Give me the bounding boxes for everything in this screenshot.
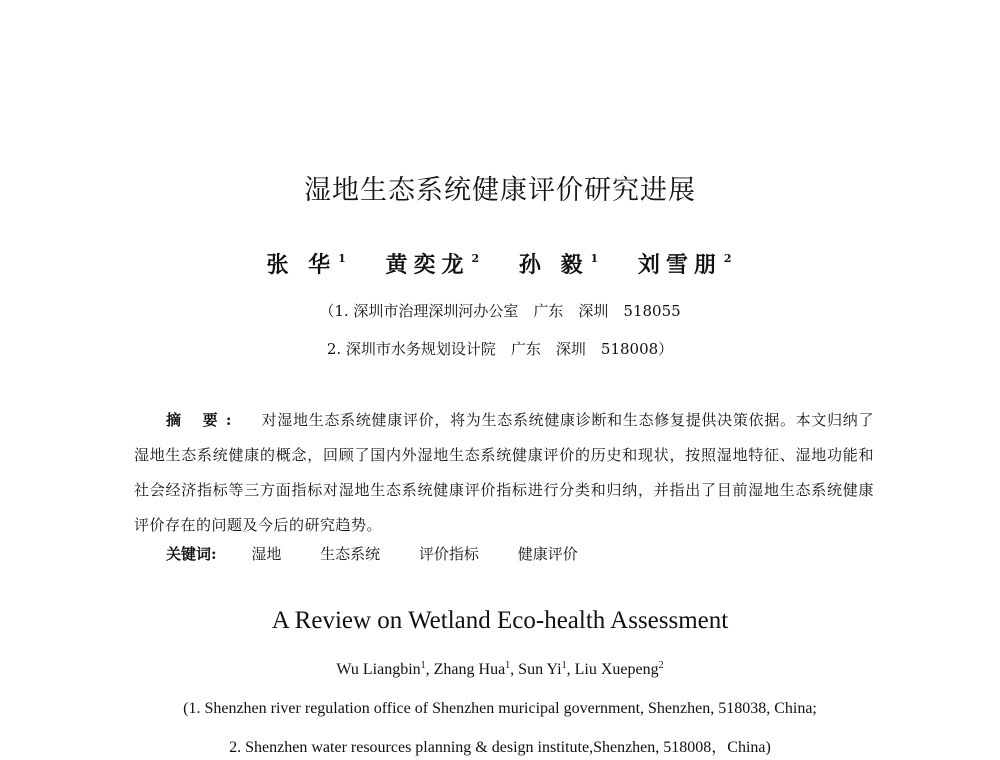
chinese-author: 黄奕龙 $^2$ [385,252,482,278]
english-affiliation-2: 2. Shenzhen water resources planning & design institute,Shenzhen, 518008，China) [229,739,771,756]
english-author: Sun Yi [518,661,562,678]
english-affiliation-1: (1. Shenzhen river regulation office of Shenzhen muricipal government, Shenzhen, 518038, China; [183,700,817,717]
author-separator: , [510,661,519,678]
author-affiliation-mark: 1 [561,660,567,671]
author-affiliation-mark: 1 [420,660,426,671]
chinese-author: 张 华 $^1$ [266,252,348,278]
english-author: Wu Liangbin [336,661,421,678]
chinese-affiliation-2: 2. 深圳市水务规划设计院 广东 深圳 518008） [326,340,674,358]
english-title: A Review on Wetland Eco-health Assessment [271,607,729,634]
abstract-label: 摘 要: [166,411,240,429]
chinese-keywords [166,543,612,564]
chinese-author: 刘雪朋 $^2$ [637,252,734,278]
keyword: 生态系统 [320,545,381,563]
chinese-affiliation-1: （1. 深圳市治理深圳河办公室 广东 深圳 518055 [319,302,681,320]
keywords-label: 关键词: [166,545,217,563]
english-author: Liu Xuepeng [574,661,659,678]
author-affiliation-mark: 1 [590,252,601,265]
author-affiliation-mark: 1 [338,252,348,265]
abstract-text: 对湿地生态系统健康评价，将为生态系统健康诊断和生态修复提供决策依据。本文归纳了湿地生态系统健康的概念，回顾了国内外湿地生态系统健康评价的历史和现状，按照湿地特征、湿地功能和社会经济指标等三方面指标对湿地生态系统健康评价指标进行分类和归纳，并指出了目前湿地生态系统健康评价存在的问题及今后的研究趋势。 [134,411,874,534]
author-affiliation-mark: 2 [658,660,664,671]
keyword: 评价指标 [418,545,479,563]
chinese-title: 湿地生态系统健康评价研究进展 [304,175,696,206]
author-separator: , [566,661,575,678]
english-author: Zhang Hua [433,661,506,678]
author-affiliation-mark: 2 [723,252,734,265]
english-author-list [0,660,1000,679]
author-affiliation-mark: 1 [505,660,511,671]
author-affiliation-mark: 2 [471,252,482,265]
keyword: 湿地 [251,545,282,563]
chinese-author: 孙 毅 $^1$ [518,252,601,278]
author-separator: , [425,661,434,678]
chinese-abstract [134,403,874,543]
chinese-author-list [0,248,1000,279]
keyword: 健康评价 [517,545,578,563]
